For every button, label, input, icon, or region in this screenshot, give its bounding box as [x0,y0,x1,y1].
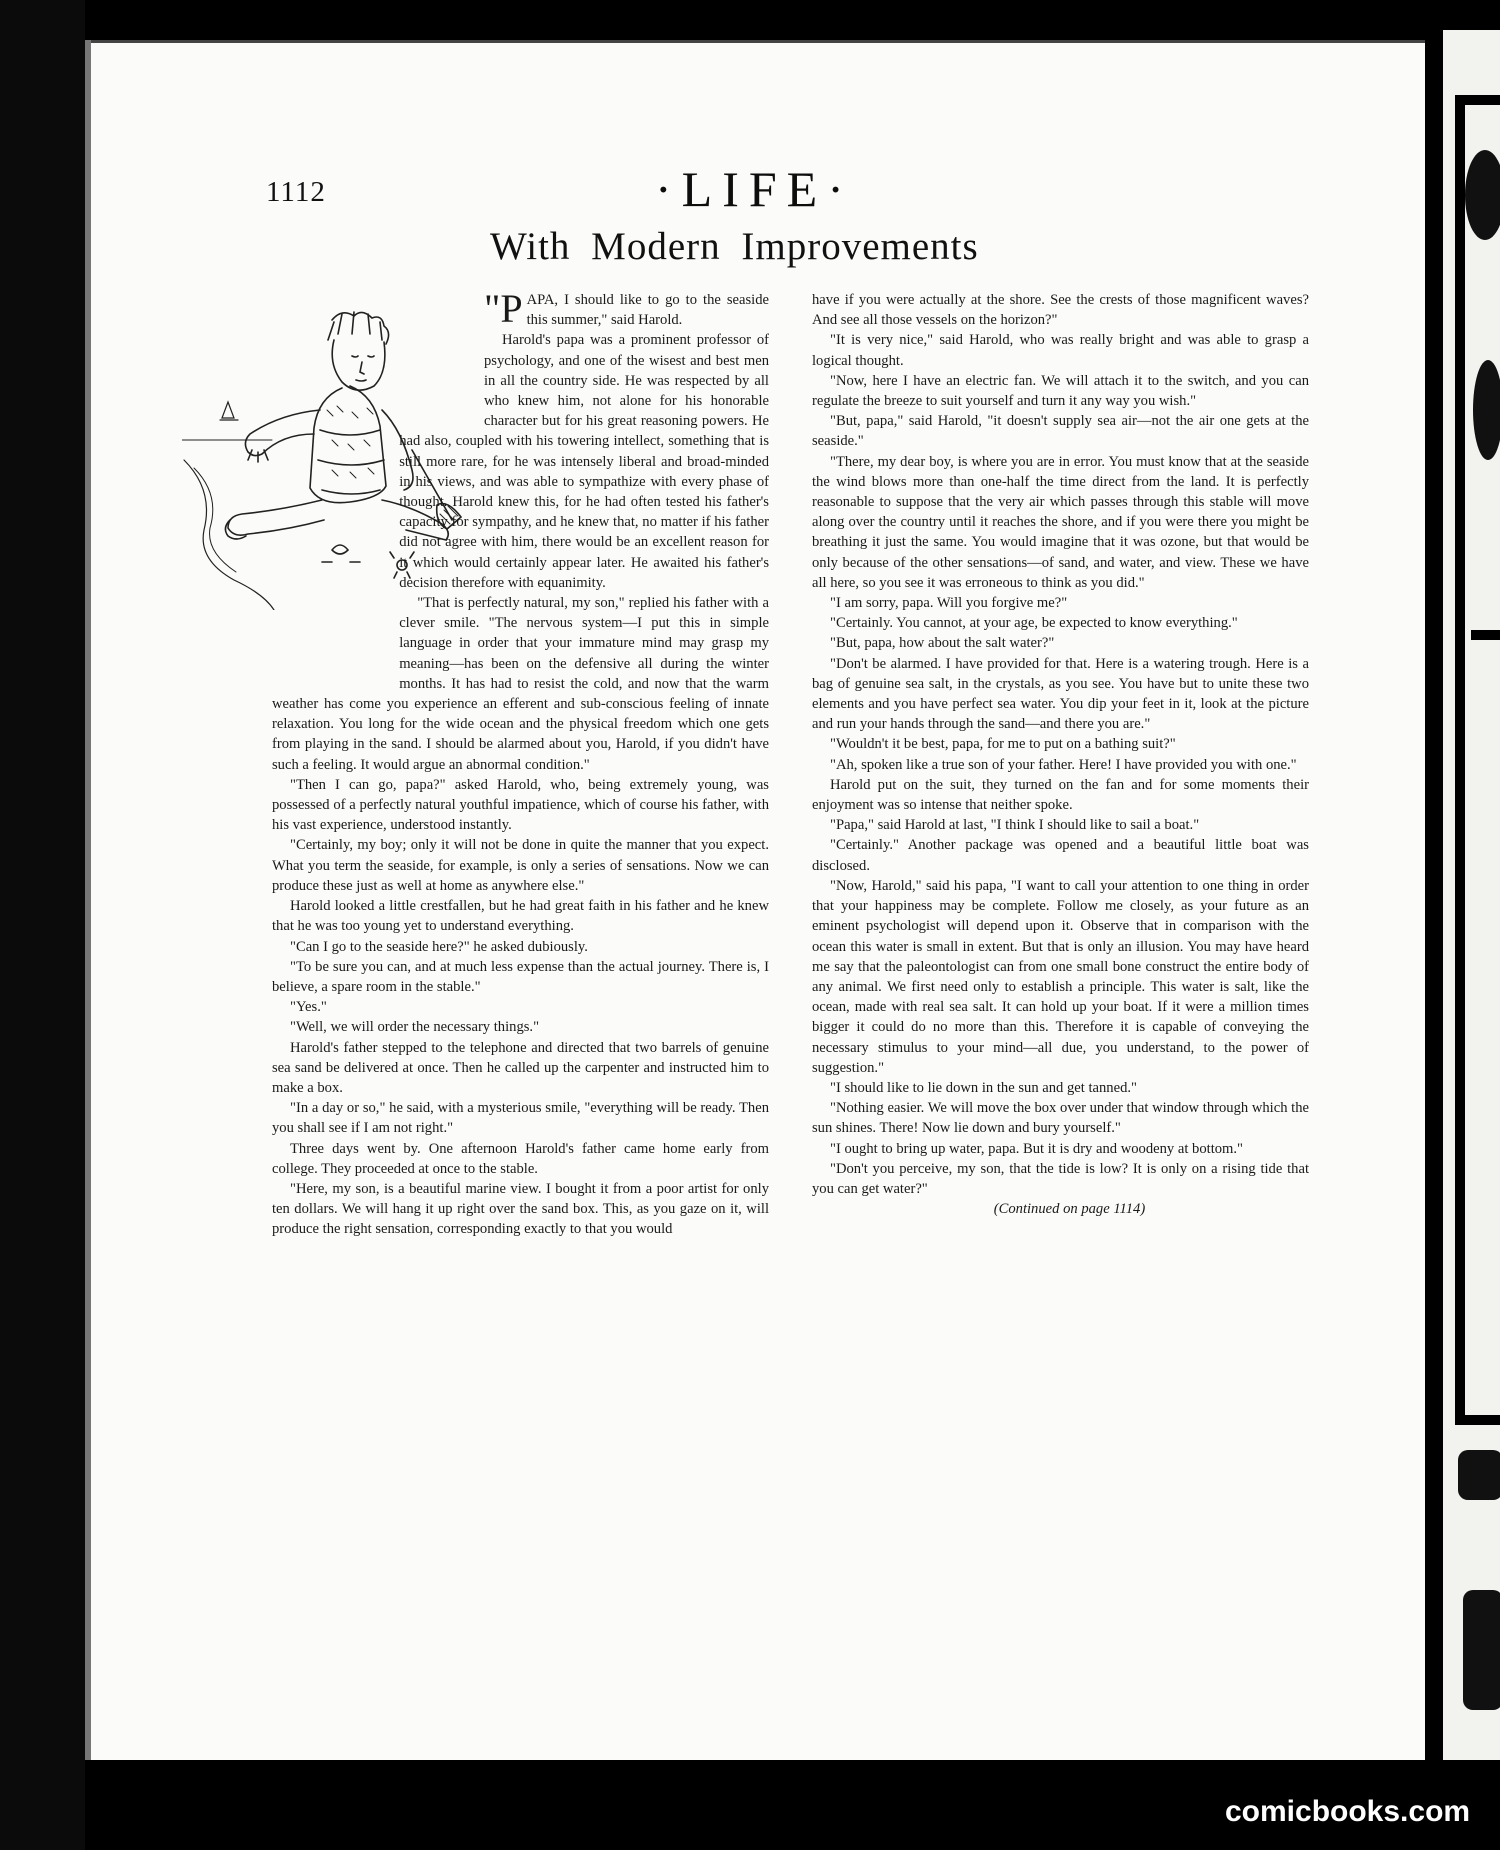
article-paragraph: have if you were actually at the shore. See the crests of those magnificent waves? And see all those vessels on the horizon?" [812,292,1309,329]
article-column-right [812,290,1309,1219]
article-column-left [272,286,769,1240]
site-watermark[interactable]: comicbooks.com [1225,1795,1471,1828]
article-paragraph: "PAPA, I should like to go to the seaside this summer," said Harold. [484,286,769,331]
article-paragraph: "Yes." [290,999,327,1016]
article-paragraph: "Certainly." Another package was opened and a beautiful little boat was disclosed. [812,837,1309,874]
article-paragraph: Harold looked a little crestfallen, but he had great faith in his father and he knew that he was too young yet to understand everything. [272,898,769,935]
article-paragraph: "Papa," said Harold at last, "I think I should like to sail a boat." [830,817,1200,834]
article-paragraph: "I am sorry, papa. Will you forgive me?" [830,595,1068,612]
article-paragraph: "Don't you perceive, my son, that the tide is low? It is only on a rising tide that you can get water?" [812,1160,1309,1197]
adjacent-ink-shape [1463,1590,1500,1710]
article-paragraph: "Certainly, my boy; only it will not be done in quite the manner that you expect. What you term the seaside, for example, is only a series of sensations. Now we can produce these just as well at home as anywhere else." [272,837,769,894]
article-paragraph: "Here, my son, is a beautiful marine view. I bought it from a poor artist for only ten dollars. We will hang it up right over the sand box. This, as you gaze on it, will produce the right sensation, corresponding exactly to that you would [272,1180,769,1238]
article-paragraph: "Don't be alarmed. I have provided for that. Here is a watering trough. Here is a bag of genuine sea salt, in the crystals, as you see. You have but to unite these two elements and you have perfect sea water. You dip your feet in it, look at the picture and run your hands through the sand—and there you are." [812,655,1309,733]
article-paragraph: "Now, Harold," said his papa, "I want to call your attention to one thing in order that your happiness may be complete. Follow me closely, as your future as an eminent psychologist will depend upon it. Observe that in comparison with the ocean this water is small in extent. But that is only an illusion. You may have heard me say that the paleontologist can from one small bone construct the entire body of any animal. We first need only to establish a principle. This water is salt, like the ocean, made with real sea salt. It can hold up your boat. If it were a million times bigger it could do no more than this. Therefore it is capable of conveying the necessary stimulus to your mind—all due, you understand, to the power of suggestion." [812,877,1309,1076]
article-paragraph: "I ought to bring up water, papa. But it is dry and woodeny at bottom." [830,1140,1244,1157]
adjacent-page-rule [1471,630,1500,640]
article-paragraph: Harold's papa was a prominent professor of psychology, and one of the wisest and best men in all the country side. He was respected by all who knew him, not alone for his honorable character but for his great reasoning powers. He had also, coupled with his towering intellect, something that is still more rare, for he was intensely liberal and broad-minded in his views, and was able to sympathize with every phase of thought. Harold knew this, for he had often tested his father's capacity for sympathy, and he knew that, no matter if his father did not agree with him, there would be an excellent reason for it which would certainly appear later. He awaited his father's decision therefore with equanimity. [399,332,769,591]
article-title: With Modern Improvements [490,225,979,268]
adjacent-page-edge [1443,30,1500,1760]
article-paragraph: "That is perfectly natural, my son," replied his father with a clever smile. "The nervous system—I put this in simple language in order that your immature mind may grasp my meaning—has been on the defensive all during the winter months. It has had to resist the cold, and now that the warm weather has come you experience an efferent and sub-conscious feeling of innate relaxation. You long for the wide ocean and the physical freedom which one gets from playing in the sand. I should be alarmed about you, Harold, if you didn't have such a feeling. It would argue an abnormal condition." [272,595,769,773]
article-paragraph: Harold put on the suit, they turned on the fan and for some moments their enjoyment was so intense that neither spoke. [812,776,1309,814]
scan-border-left [0,0,85,1850]
article-paragraph: "Can I go to the seaside here?" he asked dubiously. [290,938,588,955]
article-paragraph: "It is very nice," said Harold, who was really bright and was able to grasp a logical thought. [812,332,1309,369]
masthead: ·LIFE· [655,161,854,217]
article-paragraph: "In a day or so," he said, with a mysterious smile, "everything will be ready. Then you shall see if I am not right." [272,1100,769,1137]
article-paragraph: "I should like to lie down in the sun and get tanned." [830,1079,1137,1096]
article-paragraph: "Wouldn't it be best, papa, for me to put on a bathing suit?" [830,736,1176,753]
continued-note: (Continued on page 1114) [993,1201,1146,1218]
article-paragraph: "But, papa, how about the salt water?" [830,635,1055,652]
drop-cap: "P [484,286,523,331]
article-paragraph: "Then I can go, papa?" asked Harold, who, being extremely young, was possessed of a perfectly natural youthful impatience, which of course his father, with his vast experience, understood instantly. [272,776,769,834]
page-number: 1112 [266,176,326,208]
article-paragraph: "To be sure you can, and at much less expense than the actual journey. There is, I believe, a spare room in the stable." [272,958,769,995]
article-paragraph: "Nothing easier. We will move the box over under that window through which the sun shines. There! Now lie down and bury yourself." [812,1100,1309,1137]
article-paragraph: "Certainly. You cannot, at your age, be expected to know everything." [830,615,1238,632]
article-paragraph: "But, papa," said Harold, "it doesn't supply sea air—not the air one gets at the seaside." [812,413,1309,450]
adjacent-ink-shape [1473,360,1500,460]
page-gutter [1425,0,1443,1850]
adjacent-ink-shape [1465,150,1500,240]
article-paragraph: "Ah, spoken like a true son of your father. Here! I have provided you with one." [830,756,1297,773]
article-paragraph: "Now, here I have an electric fan. We will attach it to the switch, and you can regulate the breeze to suit yourself and turn it any way you wish." [812,372,1309,410]
article-paragraph: Three days went by. One afternoon Harold's father came home early from college. They proceeded at once to the stable. [272,1140,769,1177]
adjacent-ink-shape [1458,1450,1500,1500]
article-paragraph: "There, my dear boy, is where you are in error. You must know that at the seaside the wind blows more than one-half the time direct from the land. It is perfectly reasonable to suppose that the very air which passes through this stable will move along over the country until it reaches the shore, and if you were there you might be breathing it just the same. You would imagine that it was ozone, but that would be only because of the other sensations—of sand, and water, and view. These we have all here, so you see it was erroneous to think as you did." [812,453,1309,591]
article-paragraph: "Well, we will order the necessary things." [290,1019,540,1036]
article-paragraph: Harold's father stepped to the telephone and directed that two barrels of genuine sea sand be delivered at once. Then he called up the carpenter and instructed him to make a box. [272,1039,769,1096]
adjacent-page-frame [1455,95,1500,1425]
